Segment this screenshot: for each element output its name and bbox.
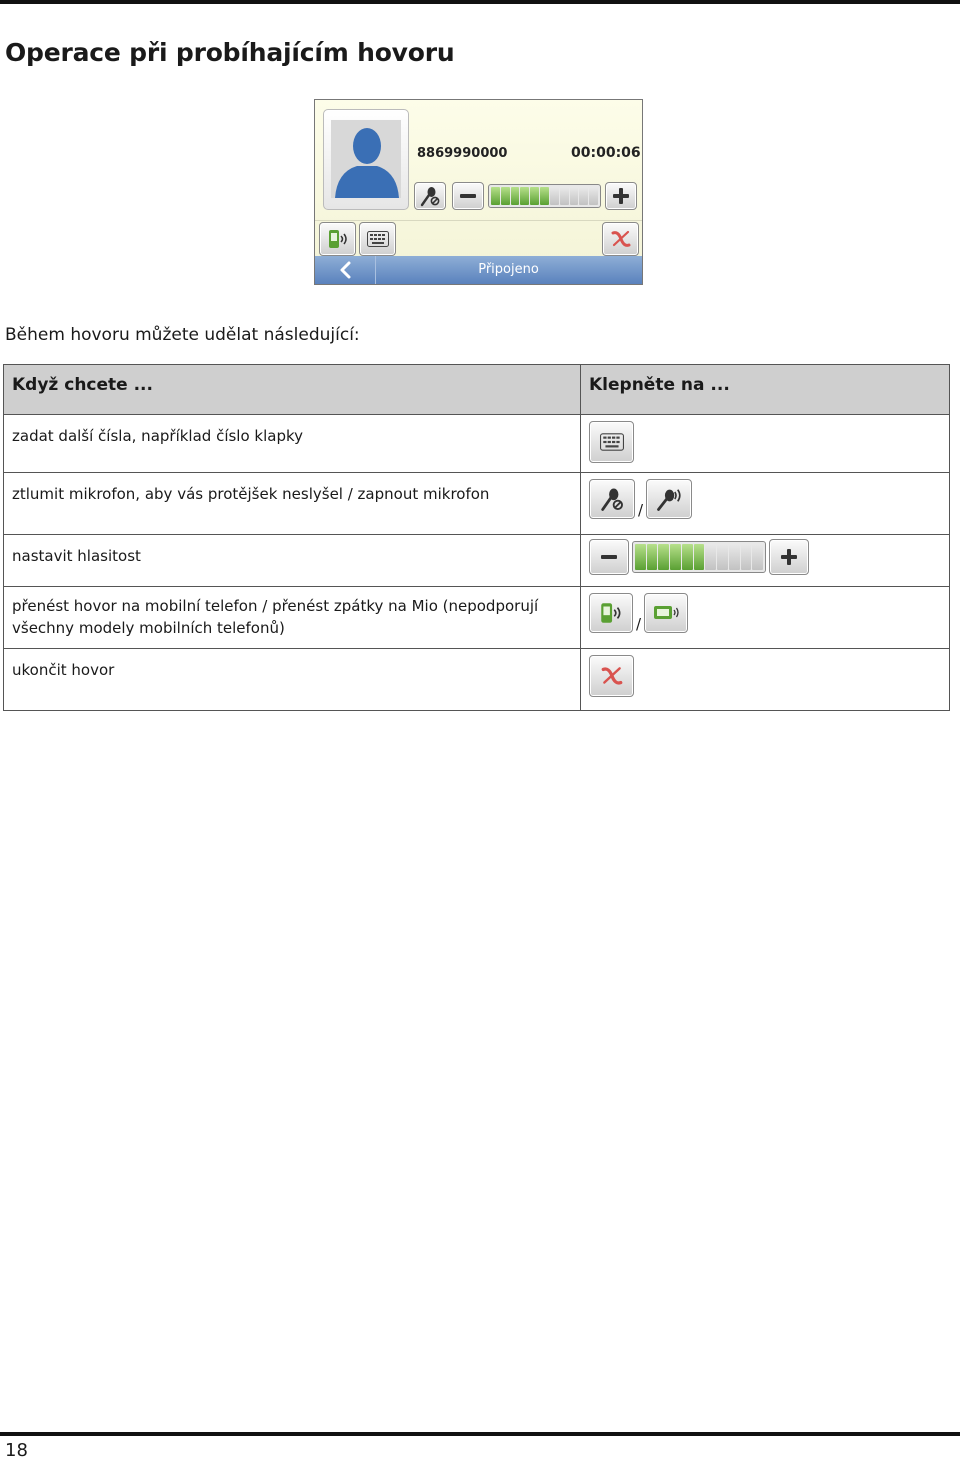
volume-segment <box>589 187 598 205</box>
status-bar <box>315 256 642 284</box>
volume-down-button[interactable] <box>589 539 629 575</box>
separator-slash: / <box>636 615 642 633</box>
volume-segment <box>511 187 520 205</box>
volume-segment <box>647 544 658 570</box>
divider <box>315 220 642 221</box>
keypad-icon <box>600 433 624 451</box>
volume-segment <box>752 544 763 570</box>
contact-photo <box>323 109 409 210</box>
volume-segment <box>579 187 588 205</box>
row-action: nastavit hlasitost <box>4 535 581 587</box>
table-row <box>4 415 950 473</box>
end-call-icon <box>600 665 624 687</box>
row-icons <box>581 473 950 535</box>
transfer-call-button[interactable] <box>319 222 356 256</box>
volume-segment <box>550 187 559 205</box>
volume-segment <box>717 544 728 570</box>
end-call-button[interactable] <box>602 222 639 256</box>
top-rule <box>0 0 960 4</box>
transfer-to-phone-icon <box>326 228 350 250</box>
mute-mic-button[interactable] <box>589 479 635 519</box>
header-tap: Klepněte na ... <box>581 365 950 415</box>
volume-segment <box>729 544 740 570</box>
page-title: Operace při probíhajícím hovoru <box>5 38 455 67</box>
separator-slash: / <box>638 501 644 519</box>
call-screen-screenshot <box>314 99 643 285</box>
keypad-button[interactable] <box>359 222 396 256</box>
plus-icon <box>781 549 797 565</box>
page-number: 18 <box>5 1440 28 1461</box>
row-action: zadat další čísla, například číslo klapky <box>4 415 581 473</box>
row-icons <box>581 587 950 649</box>
volume-segment <box>741 544 752 570</box>
volume-bar[interactable] <box>632 541 766 573</box>
row-icons <box>581 649 950 711</box>
volume-segment <box>705 544 716 570</box>
unmute-mic-button[interactable] <box>646 479 692 519</box>
volume-segment <box>694 544 705 570</box>
row-action: přenést hovor na mobilní telefon / přenést zpátky na Mio (nepodporují všechny modely mobilních telefonů) <box>4 587 581 649</box>
table-row <box>4 473 950 535</box>
volume-down-button[interactable] <box>452 182 484 210</box>
transfer-to-mio-icon <box>651 602 681 624</box>
end-call-button[interactable] <box>589 655 634 697</box>
header-action: Když chcete ... <box>4 365 581 415</box>
keypad-button[interactable] <box>589 421 634 463</box>
row-action: ztlumit mikrofon, aby vás protějšek neslyšel / zapnout mikrofon <box>4 473 581 535</box>
table-header-row <box>4 365 950 415</box>
row-icons <box>581 535 950 587</box>
person-silhouette-icon <box>331 120 401 198</box>
mic-mute-icon <box>598 486 626 512</box>
volume-segment <box>570 187 579 205</box>
volume-segment <box>682 544 693 570</box>
volume-segment <box>560 187 569 205</box>
keypad-icon <box>367 231 389 247</box>
transfer-to-phone-button[interactable] <box>589 593 633 633</box>
minus-icon <box>460 193 476 199</box>
table-row <box>4 649 950 711</box>
phone-number: 8869990000 <box>417 146 508 161</box>
volume-segment <box>635 544 646 570</box>
volume-bar[interactable] <box>488 184 601 208</box>
plus-icon <box>613 188 629 204</box>
volume-up-button[interactable] <box>769 539 809 575</box>
volume-segment <box>501 187 510 205</box>
minus-icon <box>601 554 617 560</box>
transfer-to-mio-button[interactable] <box>644 593 688 633</box>
mic-mute-icon <box>418 185 442 207</box>
table-row <box>4 535 950 587</box>
volume-segment <box>540 187 549 205</box>
row-icons <box>581 415 950 473</box>
volume-segment <box>520 187 529 205</box>
transfer-to-phone-icon <box>598 601 624 625</box>
bottom-rule <box>0 1432 960 1436</box>
row-action: ukončit hovor <box>4 649 581 711</box>
table-row <box>4 587 950 649</box>
mic-on-icon <box>655 486 683 512</box>
call-timer: 00:00:06 <box>571 145 641 161</box>
volume-segment <box>670 544 681 570</box>
mute-mic-button[interactable] <box>414 182 446 210</box>
volume-segment <box>658 544 669 570</box>
volume-up-button[interactable] <box>605 182 637 210</box>
volume-segment <box>491 187 500 205</box>
status-text: Připojeno <box>478 262 539 277</box>
operations-table <box>3 364 950 711</box>
volume-segment <box>530 187 539 205</box>
intro-text: Během hovoru můžete udělat následující: <box>5 325 360 345</box>
end-call-icon <box>610 229 632 249</box>
